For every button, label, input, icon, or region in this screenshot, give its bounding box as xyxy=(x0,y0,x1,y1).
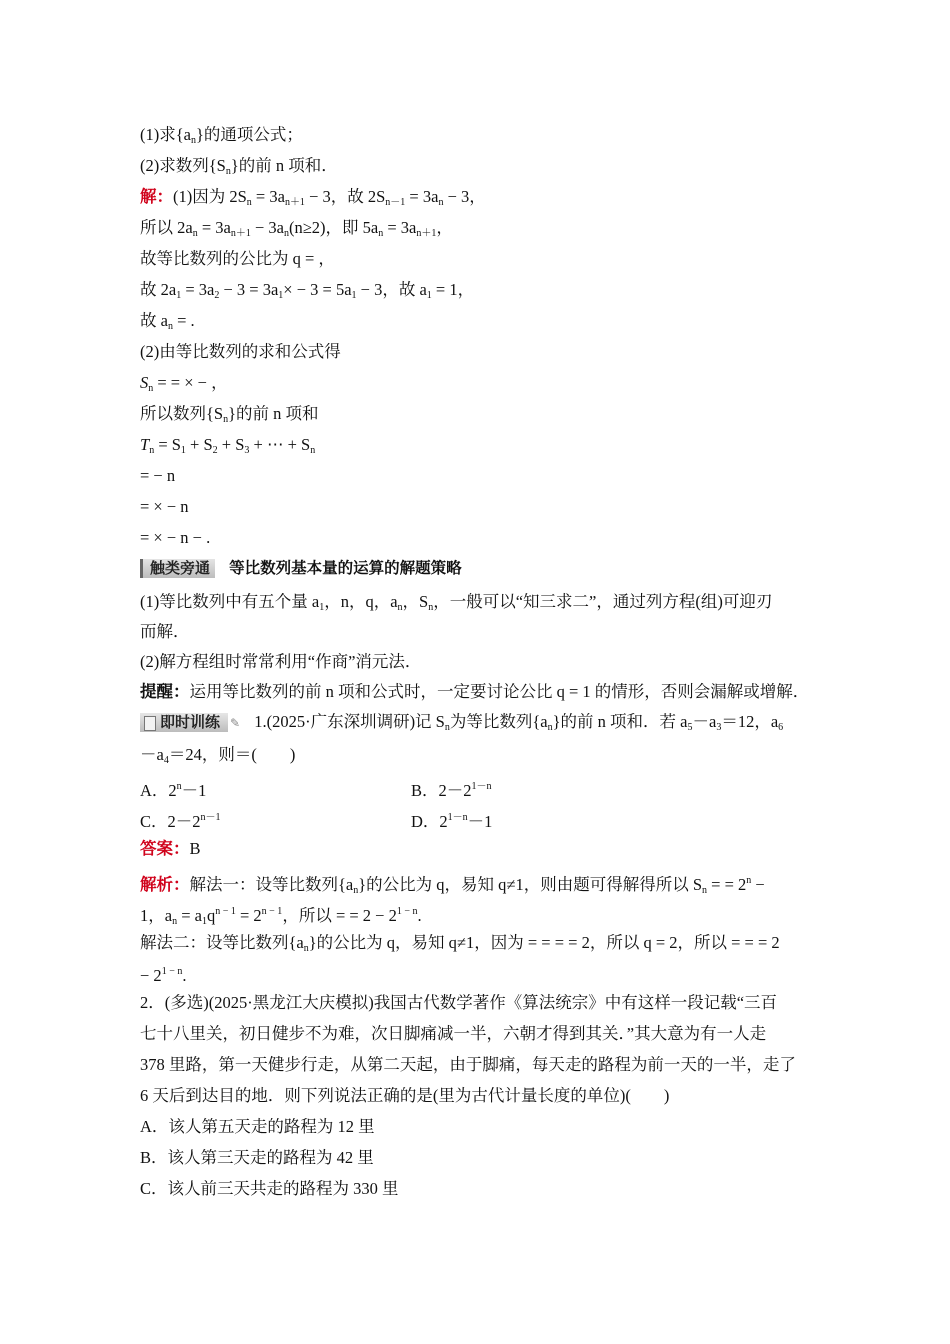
subscript: n＋1 xyxy=(230,228,251,239)
subscript: n xyxy=(353,885,359,896)
superscript: n xyxy=(746,875,752,886)
subscript: n xyxy=(225,166,231,177)
tip-title: 等比数列基本量的运算的解题策略 xyxy=(229,560,462,577)
text: = S xyxy=(154,435,181,454)
text: = 3a xyxy=(251,187,285,206)
text: A．该人第五天走的路程为 12 里 xyxy=(140,1117,375,1136)
solution-line-5 xyxy=(140,311,195,337)
subscript: 1 xyxy=(278,290,284,301)
text: − 3a xyxy=(250,218,284,237)
text: 2－2 xyxy=(167,812,201,831)
text: × − 3 = 5a xyxy=(283,280,352,299)
tip-line-1 xyxy=(140,592,772,618)
option-label: D． xyxy=(411,812,440,831)
notebook-icon xyxy=(144,716,156,731)
text: ，所以 = = 2 − 2 xyxy=(282,906,397,925)
text: (2)求数列{S xyxy=(140,156,226,175)
subscript: 3 xyxy=(244,445,250,456)
superscript: n－1 xyxy=(200,812,221,823)
solution-line-10 xyxy=(140,466,175,486)
text: = 1， xyxy=(431,280,475,299)
text: − 2 xyxy=(140,966,162,985)
text: 故等比数列的公比为 q = ， xyxy=(140,249,335,268)
text: C．该人前三天共走的路程为 330 里 xyxy=(140,1179,399,1198)
text: }的前 n 项和 xyxy=(228,404,319,423)
option-label: B． xyxy=(411,781,439,800)
subscript: n＋1 xyxy=(284,197,305,208)
subscript: n xyxy=(428,602,434,613)
tip-heading xyxy=(140,558,462,579)
tip-line-3 xyxy=(140,652,421,672)
subscript: n xyxy=(310,445,316,456)
question-part-2 xyxy=(140,156,338,182)
solution-line-12 xyxy=(140,528,210,548)
text: − xyxy=(751,875,765,894)
analysis-label: 解析： xyxy=(140,875,190,894)
training-badge xyxy=(140,713,228,732)
superscript: 1 − n xyxy=(396,906,418,917)
text: 故 2a xyxy=(140,280,177,299)
text: 为等比数列{a xyxy=(449,712,548,731)
text: (2)解方程组时常常利用“作商”消元法． xyxy=(140,652,422,671)
text: 解法一：设等比数列{a xyxy=(189,875,354,894)
tip-line-2 xyxy=(140,622,190,642)
solution-line-3 xyxy=(140,249,335,269)
text: = 3a xyxy=(197,218,231,237)
text: = = 2 xyxy=(707,875,747,894)
problem-2-line-3 xyxy=(140,1055,796,1075)
text: 所以数列{S xyxy=(140,404,224,423)
option-c xyxy=(140,808,221,832)
solution-label: 解： xyxy=(140,187,173,206)
text: 2 xyxy=(168,781,177,800)
subscript: 5 xyxy=(687,722,693,733)
text: 所以 2a xyxy=(140,218,193,237)
subscript: n xyxy=(192,228,198,239)
text: 1.(2025·广东深圳调研)记 S xyxy=(254,712,445,731)
text: 2 xyxy=(439,812,448,831)
text: = 3a xyxy=(181,280,215,299)
problem-2-option-b xyxy=(140,1148,374,1168)
text: = × − n xyxy=(140,497,189,516)
analysis-line-3 xyxy=(140,933,780,959)
subscript: 6 xyxy=(778,722,784,733)
text: ，n，q，a xyxy=(324,592,398,611)
subscript: n xyxy=(246,197,252,208)
text: }的前 n 项和．若 a xyxy=(552,712,688,731)
subscript: 1 xyxy=(319,602,325,613)
text: 6 天后到达目的地．则下列说法正确的是(里为古代计量长度的单位)( ) xyxy=(140,1086,670,1105)
subscript: n xyxy=(378,228,384,239)
text: ， xyxy=(436,218,453,237)
text: + S xyxy=(217,435,245,454)
answer-line xyxy=(140,839,201,859)
analysis-line-2 xyxy=(140,902,422,932)
text: − 3， xyxy=(443,187,486,206)
problem-2-line-2 xyxy=(140,1024,766,1044)
text: (1)等比数列中有五个量 a xyxy=(140,592,320,611)
text: q xyxy=(206,906,216,925)
subscript: n－1 xyxy=(385,197,406,208)
subscript: n xyxy=(547,722,553,733)
subscript: n xyxy=(190,135,196,146)
problem-1-line-1 xyxy=(140,712,783,738)
text: 2．(多选)(2025·黑龙江大庆模拟)我国古代数学著作《算法统宗》中有这样一段记载“三百 xyxy=(140,993,778,1012)
solution-line-7 xyxy=(140,373,228,399)
text: 故 a xyxy=(140,311,168,330)
subscript: n xyxy=(702,885,708,896)
remind-line xyxy=(140,682,809,702)
text: ，一般可以“知三求二”，通过列方程(组)可迎刃 xyxy=(433,592,773,611)
subscript: 2 xyxy=(212,445,218,456)
question-part-1 xyxy=(140,125,303,151)
problem-2-option-c xyxy=(140,1179,399,1199)
subscript: n xyxy=(223,414,229,425)
text: = − n xyxy=(140,466,176,485)
remind-label: 提醒： xyxy=(140,682,190,701)
text: ，S xyxy=(402,592,429,611)
superscript: n − 1 xyxy=(215,906,236,917)
subscript: 1 xyxy=(426,290,432,301)
option-label: A． xyxy=(140,781,169,800)
text: = a xyxy=(177,906,202,925)
superscript: 1－n xyxy=(471,781,492,792)
subscript: n xyxy=(149,445,155,456)
text: ＝24，则＝( ) xyxy=(168,745,296,764)
text: (2)由等比数列的求和公式得 xyxy=(140,342,341,361)
text: }的前 n 项和． xyxy=(230,156,338,175)
option-label: C． xyxy=(140,812,168,831)
text: }的通项公式； xyxy=(195,125,303,144)
solution-line-4 xyxy=(140,280,474,306)
subscript: 1 xyxy=(180,445,186,456)
text: S xyxy=(140,373,149,392)
subscript: 3 xyxy=(716,722,722,733)
text: . xyxy=(182,966,187,985)
subscript: n xyxy=(444,722,450,733)
text: (1)求{a xyxy=(140,125,191,144)
solution-line-2 xyxy=(140,218,453,244)
text: 解法二：设等比数列{a xyxy=(140,933,304,952)
text: 1，a xyxy=(140,906,173,925)
superscript: n − 1 xyxy=(261,906,283,917)
text: − 3，故 2S xyxy=(304,187,386,206)
option-a xyxy=(140,777,206,801)
text: －a xyxy=(140,745,164,764)
text: . xyxy=(417,906,422,925)
subscript: n xyxy=(148,383,154,394)
solution-line-11 xyxy=(140,497,189,517)
text: －1 xyxy=(467,812,493,831)
text: T xyxy=(140,435,150,454)
text: = 3a xyxy=(383,218,417,237)
text: + ⋯ + S xyxy=(249,435,311,454)
text: 378 里路，第一天健步行走，从第二天起，由于脚痛，每天走的路程为前一天的一半，走了 xyxy=(140,1055,796,1074)
tip-badge: 触类旁通 xyxy=(140,559,215,578)
subscript: 4 xyxy=(163,755,169,766)
text: B．该人第三天走的路程为 42 里 xyxy=(140,1148,374,1167)
subscript: n xyxy=(303,943,309,954)
text: 七十八里关，初日健步不为难，次日脚痛减一半，六朝才得到其关．”其大意为有一人走 xyxy=(140,1024,767,1043)
text: －a xyxy=(692,712,717,731)
subscript: n xyxy=(438,197,444,208)
subscript: n xyxy=(167,321,173,332)
answer-value: B xyxy=(189,839,201,858)
solution-line-6 xyxy=(140,342,341,362)
superscript: n xyxy=(176,781,182,792)
problem-2-line-1 xyxy=(140,993,777,1013)
text: }的公比为 q，易知 q≠1，因为 = = = = 2，所以 q = 2，所以 = = = 2 xyxy=(308,933,780,952)
text: = × − n − . xyxy=(140,528,211,547)
solution-line-8 xyxy=(140,404,319,430)
subscript: n＋1 xyxy=(416,228,437,239)
training-label: 即时训练 xyxy=(160,714,221,731)
analysis-line-1 xyxy=(140,871,765,901)
text: = 3a xyxy=(405,187,439,206)
text: − 3，故 a xyxy=(356,280,427,299)
subscript: n xyxy=(283,228,289,239)
text: }的公比为 q，易知 q≠1，则由题可得解得所以 S xyxy=(358,875,703,894)
superscript: 1－n xyxy=(447,812,468,823)
subscript: n xyxy=(397,602,403,613)
option-b xyxy=(411,777,492,801)
subscript: 2 xyxy=(214,290,220,301)
text: (1)因为 2S xyxy=(173,187,247,206)
text: = 2 xyxy=(235,906,262,925)
problem-2-line-4 xyxy=(140,1086,669,1106)
subscript: 1 xyxy=(176,290,182,301)
text: 运用等比数列的前 n 项和公式时，一定要讨论公比 q = 1 的情形，否则会漏解或增解． xyxy=(189,682,810,701)
solution-line-9 xyxy=(140,435,315,461)
text: + S xyxy=(185,435,213,454)
text: − 3 = 3a xyxy=(219,280,279,299)
text: 2－2 xyxy=(438,781,472,800)
answer-label: 答案： xyxy=(140,839,190,858)
subscript: 1 xyxy=(201,916,207,927)
text: ＝12，a xyxy=(721,712,779,731)
text: (n≥2)，即 5a xyxy=(288,218,379,237)
subscript: n xyxy=(172,916,178,927)
option-d xyxy=(411,808,492,832)
problem-2-option-a xyxy=(140,1117,375,1137)
text: －1 xyxy=(181,781,207,800)
problem-1-line-2 xyxy=(140,745,295,771)
text: = = × − ， xyxy=(153,373,228,392)
subscript: 1 xyxy=(351,290,357,301)
superscript: 1 − n xyxy=(161,966,183,977)
text: = . xyxy=(172,311,195,330)
text: 而解． xyxy=(140,622,190,641)
analysis-line-4 xyxy=(140,962,186,986)
solution-line-1 xyxy=(140,187,486,213)
pencil-icon: ✎ xyxy=(230,716,241,730)
